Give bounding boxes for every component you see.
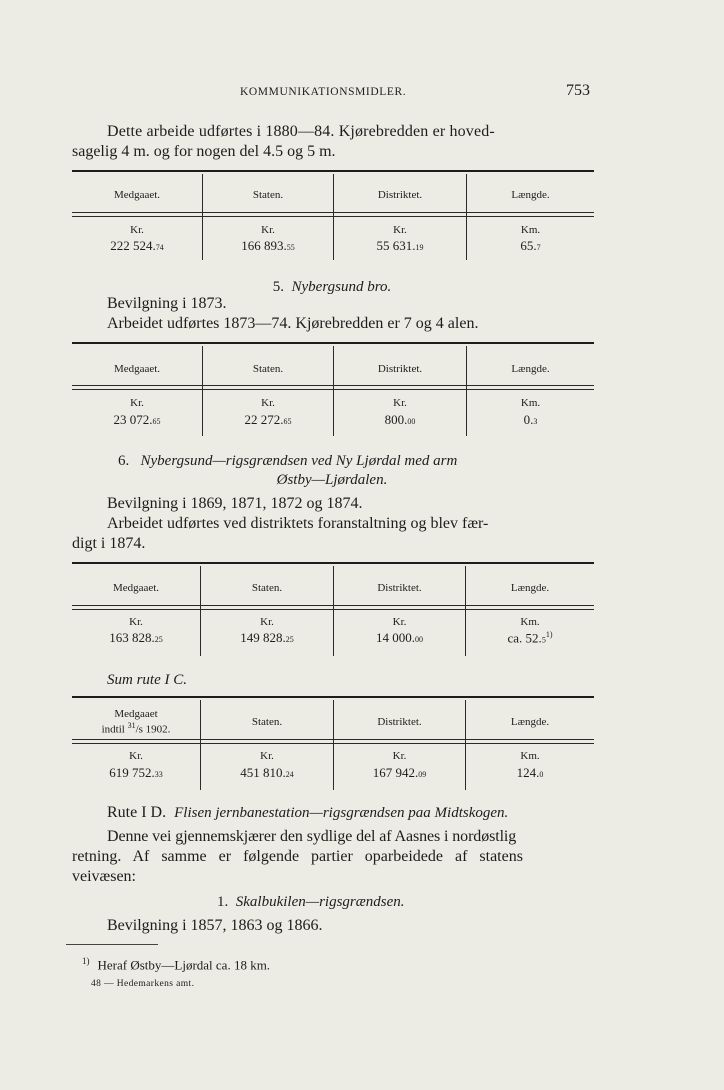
value-cell: 451 810.24	[240, 765, 294, 780]
unit-cell: Kr.	[393, 224, 407, 236]
header-laengde: Længde.	[510, 582, 550, 594]
table-rule	[72, 170, 594, 172]
header-laengde: Længde.	[511, 189, 550, 201]
unit-cell: Kr.	[261, 397, 275, 409]
intro-line-1: Dette arbeide udførtes i 1880—84. Kjørebredden er hoved-	[107, 123, 495, 140]
header-medgaaet: Medgaaet.	[112, 582, 160, 594]
header-distriktet: Distriktet.	[377, 189, 423, 201]
section-6-line-2: Arbeidet udførtes ved distriktets foranstaltning og blev fær-	[107, 515, 489, 532]
section-6-heading: 6. Nybergsund—rigsgrændsen ved Ny Ljørdal med arm	[118, 453, 458, 469]
unit-cell: Km.	[520, 224, 541, 236]
header-staten: Staten.	[252, 189, 284, 201]
signature-line: 48 — Hedemarkens amt.	[91, 979, 195, 989]
section-5-line-1: Bevilgning i 1873.	[107, 295, 227, 312]
value-cell: 149 828.25	[240, 630, 294, 645]
header-laengde: Længde.	[510, 716, 550, 728]
footnote: $^{1)}$ Heraf Østby—Ljørdal ca. 18 km.	[82, 956, 271, 973]
unit-cell: Kr.	[260, 616, 274, 628]
value-cell: 65.7	[520, 238, 541, 253]
header-medgaaet-indtil: Medgaaet indtil $^{31}$/s 1902.	[101, 708, 171, 736]
table-2	[72, 342, 594, 438]
running-head	[0, 82, 724, 102]
unit-cell: Km.	[520, 397, 541, 409]
unit-cell: Kr.	[129, 750, 143, 762]
value-cell: 55 631.19	[376, 238, 424, 253]
value-cell: 167 942.09	[372, 765, 427, 780]
unit-cell: Kr.	[260, 750, 274, 762]
table-4	[72, 696, 594, 792]
value-cell: 800.00	[384, 412, 416, 427]
value-cell: 166 893.55	[241, 238, 295, 253]
value-cell: 163 828.25	[109, 630, 163, 645]
unit-cell: Kr.	[392, 750, 407, 762]
rute-line-1: Denne vei gjennemskjærer den sydlige del af Aasnes i nordøstlig	[107, 828, 517, 845]
header-staten: Staten.	[251, 582, 283, 594]
unit-cell: Kr.	[393, 397, 407, 409]
header-staten: Staten.	[251, 716, 283, 728]
unit-cell: Kr.	[261, 224, 275, 236]
header-medgaaet: Medgaaet.	[113, 363, 161, 375]
unit-cell: Kr.	[130, 397, 144, 409]
value-cell: ca. 52.5$^{1)}$	[507, 630, 553, 646]
table-1	[72, 170, 594, 262]
value-cell: 23 072.65	[113, 412, 161, 427]
section-5-heading: 5. Nybergsund bro.	[272, 279, 392, 295]
unit-cell: Km.	[520, 616, 540, 628]
value-cell: 14 000.00	[376, 630, 423, 645]
header-distriktet: Distriktet.	[377, 716, 422, 728]
page-number: 753	[566, 82, 590, 99]
table-rule	[72, 696, 594, 698]
section-6-line-1: Bevilgning i 1869, 1871, 1872 og 1874.	[107, 495, 363, 512]
unit-cell: Kr.	[392, 616, 407, 628]
rute-line-2: retning. Af samme er følgende partier oparbeidede af statens	[72, 848, 523, 865]
header-medgaaet: Medgaaet.	[113, 189, 161, 201]
running-title: KOMMUNIKATIONSMIDLER.	[240, 86, 407, 98]
table-rule	[72, 342, 594, 344]
footnote-rule	[66, 944, 158, 945]
section-6-heading-line-2: Østby—Ljørdalen.	[276, 472, 388, 488]
section-6-line-3: digt i 1874.	[72, 535, 146, 552]
table-3	[72, 562, 594, 658]
section-1-line-1: Bevilgning i 1857, 1863 og 1866.	[107, 917, 323, 934]
header-laengde: Længde.	[511, 363, 550, 375]
sum-label: Sum rute I C.	[107, 672, 187, 688]
value-cell: 22 272.65	[244, 412, 292, 427]
header-distriktet: Distriktet.	[377, 363, 423, 375]
rute-line-3: veivæsen:	[72, 868, 136, 885]
unit-cell: Km.	[520, 750, 540, 762]
rute-heading: Rute I D. Flisen jernbanestation—rigsgrændsen paa Midtskogen.	[107, 804, 509, 821]
unit-cell: Kr.	[129, 616, 143, 628]
table-rule	[72, 562, 594, 564]
section-5-line-2: Arbeidet udførtes 1873—74. Kjørebredden er 7 og 4 alen.	[107, 315, 479, 332]
section-1-heading: 1. Skalbukilen—rigsgrændsen.	[217, 894, 405, 910]
intro-line-2: sagelig 4 m. og for nogen del 4.5 og 5 m.	[72, 143, 336, 160]
value-cell: 619 752.33	[109, 765, 163, 780]
value-cell: 124.0	[516, 765, 544, 780]
unit-cell: Kr.	[130, 224, 144, 236]
header-distriktet: Distriktet.	[377, 582, 422, 594]
footnote-ref: 1)	[545, 630, 553, 639]
value-cell: 0.3	[523, 412, 538, 427]
value-cell: 222 524.74	[110, 238, 164, 253]
header-staten: Staten.	[252, 363, 284, 375]
